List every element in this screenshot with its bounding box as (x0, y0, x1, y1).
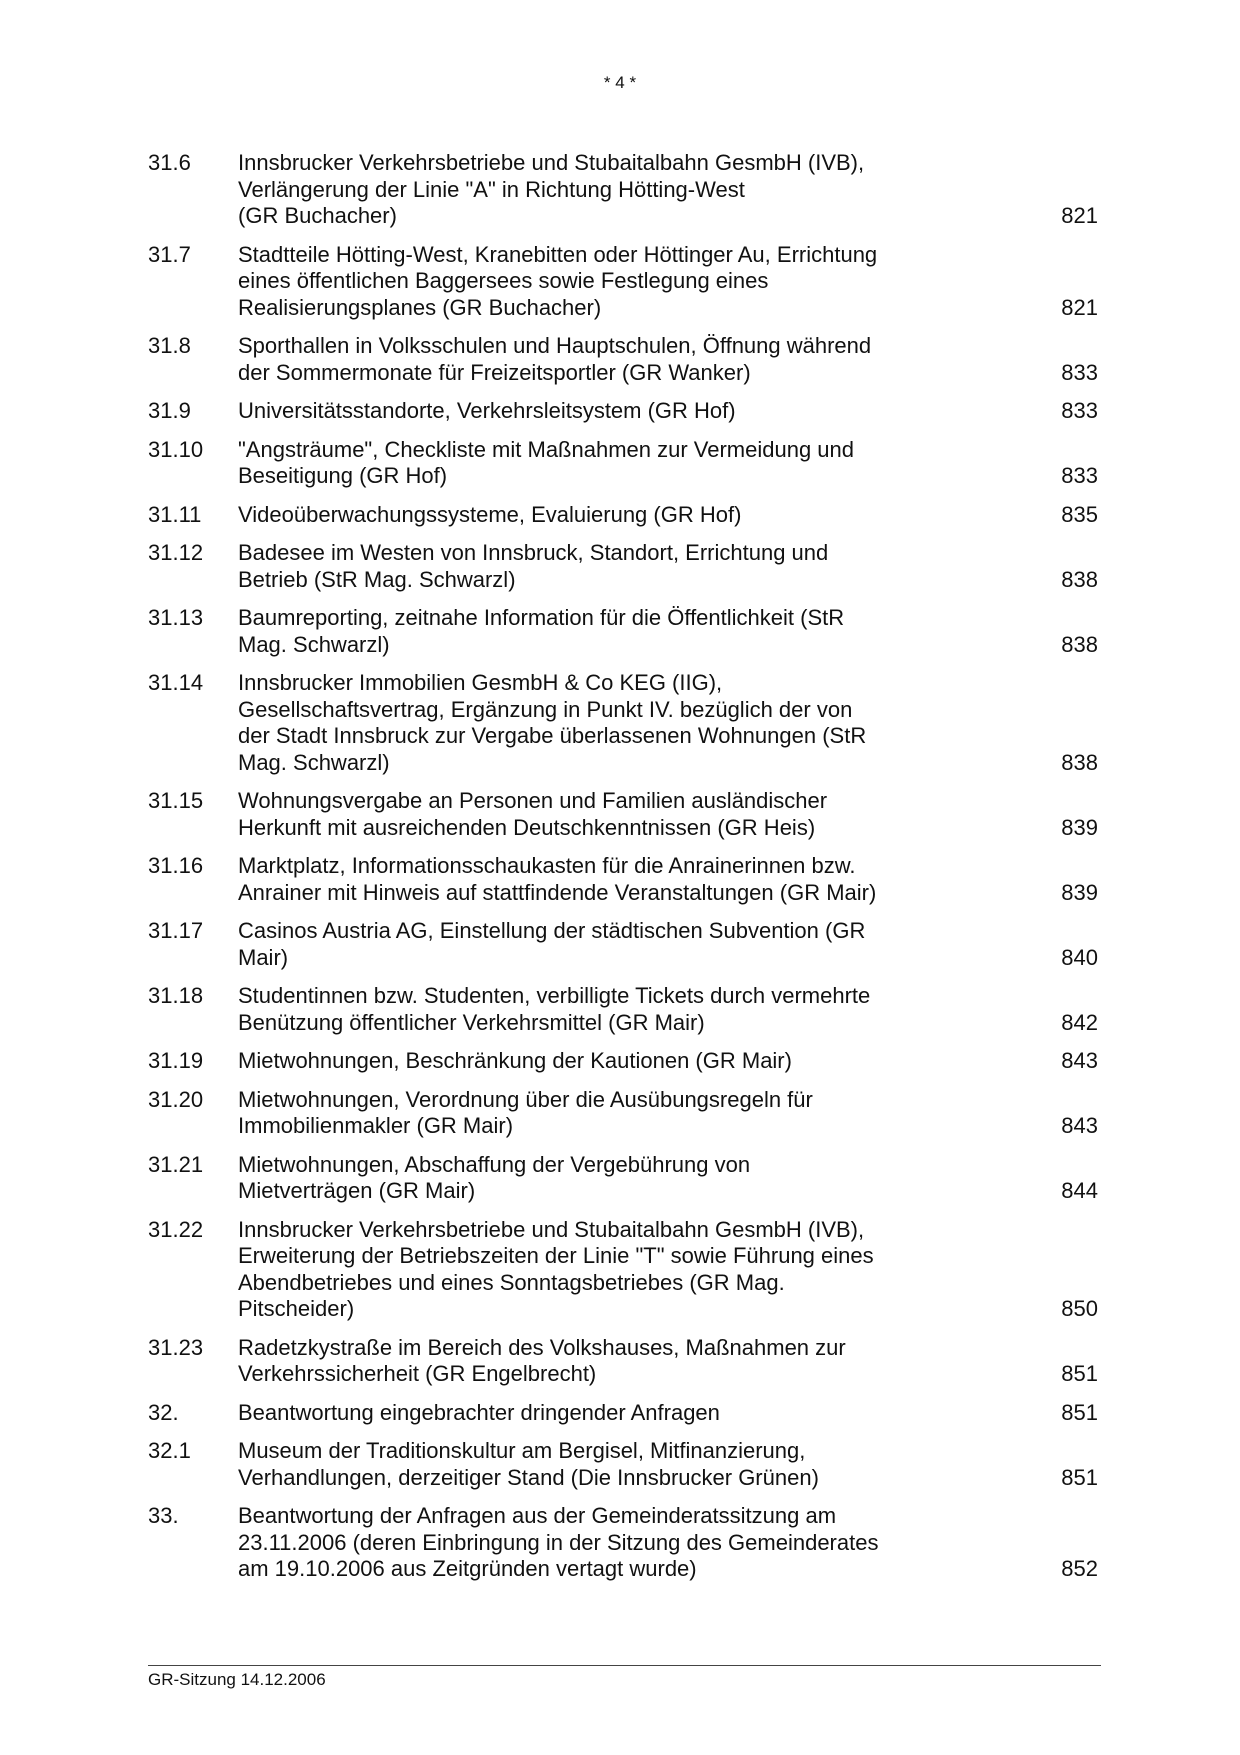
toc-entry (148, 502, 1098, 529)
toc-entry-page: 838 (1061, 749, 1098, 775)
toc-entry-title-line: (GR Buchacher) (238, 203, 397, 228)
toc-entry-page: 821 (1061, 203, 1098, 228)
toc-entry-title (238, 605, 918, 658)
toc-entry (148, 1503, 1098, 1583)
toc-entry-page: 852 (1061, 1556, 1098, 1581)
toc-entry-page: 851 (1061, 1361, 1098, 1386)
toc-entry-number: 31.8 (148, 333, 191, 358)
toc-entry-number: 31.20 (148, 1086, 204, 1112)
toc-entry (148, 788, 1098, 841)
toc-entry-number: 31.17 (148, 918, 204, 943)
toc-entry-page: 842 (1061, 1009, 1098, 1035)
toc-entry-title-line: Beseitigung (GR Hof) (238, 463, 448, 488)
toc-entry-page: 833 (1061, 463, 1098, 488)
toc-entry-title (238, 1048, 918, 1075)
toc-entry-title-line: Mag. Schwarzl) (238, 631, 390, 657)
toc-entry-page: 843 (1061, 1113, 1098, 1138)
toc-entry (148, 853, 1098, 906)
toc-entry-title-line: Baumreporting, zeitnahe Information für die Öffentlichkeit (StR (238, 605, 845, 630)
toc-entry-title (238, 853, 918, 906)
toc-entry-title (238, 242, 918, 322)
toc-entry-number: 31.19 (148, 1048, 204, 1073)
toc-entry-title-line: "Angsträume", Checkliste mit Maßnahmen zur Vermeidung und (238, 436, 855, 462)
toc-entry-title (238, 1400, 918, 1427)
toc-entry-title (238, 437, 918, 490)
toc-entry-page: 833 (1061, 398, 1098, 423)
toc-entry-page: 844 (1061, 1178, 1098, 1203)
toc-entry-title-line: Benützung öffentlicher Verkehrsmittel (GR Mair) (238, 1009, 705, 1035)
toc-entry-title-line: Casinos Austria AG, Einstellung der städtischen Subvention (GR (238, 918, 866, 943)
toc-entry-number: 31.9 (148, 398, 191, 423)
toc-entry-title-line: Innsbrucker Immobilien GesmbH & Co KEG (IIG), (238, 670, 723, 695)
toc-entry-page: 851 (1061, 1399, 1098, 1425)
toc-entry-number: 31.21 (148, 1151, 204, 1177)
toc-entry-number: 31.14 (148, 670, 204, 695)
toc-entry-title-line: Badesee im Westen von Innsbruck, Standort, Errichtung und (238, 540, 829, 565)
toc-entry-page: 839 (1061, 814, 1098, 840)
toc-entry-title-line: Marktplatz, Informationsschaukasten für die Anrainerinnen bzw. (238, 853, 856, 878)
toc-entry-title-line: Betrieb (StR Mag. Schwarzl) (238, 566, 516, 592)
toc-entry-page: 840 (1061, 944, 1098, 970)
toc-entry-title (238, 670, 918, 776)
toc-entry (148, 150, 1098, 230)
toc-entry-page: 835 (1061, 501, 1098, 527)
toc-entry-page: 851 (1061, 1464, 1098, 1490)
toc-entry (148, 437, 1098, 490)
toc-entry-title (238, 150, 918, 230)
toc-entry-page: 850 (1061, 1296, 1098, 1321)
toc-entry-title-line: Immobilienmakler (GR Mair) (238, 1113, 514, 1138)
toc-entry-title-line: Radetzkystraße im Bereich des Volkshauses, Maßnahmen zur (238, 1334, 846, 1360)
toc-entry-number: 31.11 (148, 501, 202, 527)
toc-entry (148, 670, 1098, 776)
toc-entry-title (238, 398, 918, 425)
toc-entry-title-line: Mietwohnungen, Beschränkung der Kautionen (GR Mair) (238, 1048, 792, 1073)
toc-entry (148, 1087, 1098, 1140)
toc-entry-title-line: eines öffentlichen Baggersees sowie Festlegung eines (238, 268, 769, 293)
toc-entry-title-line: Mietwohnungen, Abschaffung der Vergebührung von (238, 1151, 751, 1177)
toc-entry-number: 31.15 (148, 788, 204, 813)
toc-entry-page: 838 (1061, 631, 1098, 657)
toc-entry-title-line: Erweiterung der Betriebszeiten der Linie "T" sowie Führung eines (238, 1243, 874, 1268)
toc-entry-title-line: Museum der Traditionskultur am Bergisel, Mitfinanzierung, (238, 1438, 806, 1463)
toc-entry-page: 821 (1061, 294, 1098, 320)
toc-entry-title-line: Mair) (238, 944, 289, 970)
toc-entry-title-line: 23.11.2006 (deren Einbringung in der Sitzung des Gemeinderates (238, 1529, 879, 1555)
toc-entry-title-line: der Stadt Innsbruck zur Vergabe überlassenen Wohnungen (StR (238, 723, 867, 748)
toc-entry (148, 1217, 1098, 1323)
toc-entry-title-line: Verlängerung der Linie "A" in Richtung Hötting-West (238, 176, 745, 202)
toc-entry (148, 1335, 1098, 1388)
toc-entry (148, 983, 1098, 1036)
toc-entry-title-line: Mag. Schwarzl) (238, 749, 390, 775)
page-number-header: * 4 * (603, 73, 637, 92)
toc-entry-title-line: Stadtteile Hötting-West, Kranebitten oder Höttinger Au, Errichtung (238, 241, 878, 267)
table-of-contents (148, 150, 1098, 1595)
toc-entry-title-line: Beantwortung eingebrachter dringender Anfragen (238, 1399, 720, 1425)
toc-entry (148, 1152, 1098, 1205)
toc-entry-title-line: Beantwortung der Anfragen aus der Gemeinderatssitzung am (238, 1503, 837, 1528)
toc-entry (148, 605, 1098, 658)
toc-entry-title-line: Abendbetriebes und eines Sonntagsbetriebes (GR Mag. (238, 1269, 785, 1295)
toc-entry-title-line: Realisierungsplanes (GR Buchacher) (238, 294, 602, 320)
toc-entry-title-line: Sporthallen in Volksschulen und Hauptschulen, Öffnung während (238, 333, 872, 358)
toc-entry-number: 31.16 (148, 853, 204, 878)
toc-entry-number: 31.7 (148, 241, 191, 267)
toc-entry-title (238, 788, 918, 841)
toc-entry (148, 540, 1098, 593)
toc-entry-title-line: Pitscheider) (238, 1296, 355, 1321)
toc-entry-number: 32.1 (148, 1438, 191, 1463)
toc-entry-number: 31.12 (148, 540, 204, 565)
toc-entry (148, 1048, 1098, 1075)
toc-entry-title-line: Videoüberwachungssysteme, Evaluierung (GR Hof) (238, 501, 742, 527)
footer-session-date: GR-Sitzung 14.12.2006 (148, 1670, 326, 1689)
toc-entry-title (238, 333, 918, 386)
toc-entry-page: 839 (1061, 879, 1098, 905)
toc-entry-number: 31.6 (148, 150, 191, 175)
toc-entry-number: 31.22 (148, 1216, 204, 1242)
toc-entry-title-line: Verkehrssicherheit (GR Engelbrecht) (238, 1361, 597, 1386)
toc-entry-title-line: Mietwohnungen, Verordnung über die Ausübungsregeln für (238, 1086, 813, 1112)
toc-entry-title (238, 918, 918, 971)
toc-entry-title-line: der Sommermonate für Freizeitsportler (GR Wanker) (238, 359, 751, 385)
toc-entry-page: 843 (1061, 1048, 1098, 1073)
toc-entry-number: 33. (148, 1503, 179, 1528)
toc-entry (148, 333, 1098, 386)
toc-entry-title-line: am 19.10.2006 aus Zeitgründen vertagt wurde) (238, 1556, 697, 1581)
toc-entry (148, 1438, 1098, 1491)
toc-entry-title-line: Herkunft mit ausreichenden Deutschkenntnissen (GR Heis) (238, 814, 816, 840)
toc-entry-title-line: Mietverträgen (GR Mair) (238, 1178, 476, 1203)
toc-entry-title-line: Innsbrucker Verkehrsbetriebe und Stubaitalbahn GesmbH (IVB), (238, 1216, 865, 1242)
toc-entry-title (238, 1152, 918, 1205)
toc-entry (148, 398, 1098, 425)
toc-entry (148, 918, 1098, 971)
toc-entry-title (238, 1438, 918, 1491)
toc-entry-title-line: Studentinnen bzw. Studenten, verbilligte Tickets durch vermehrte (238, 983, 871, 1008)
toc-entry-number: 31.10 (148, 436, 204, 462)
toc-entry-title (238, 1335, 918, 1388)
toc-entry-title (238, 502, 918, 529)
toc-entry-title-line: Anrainer mit Hinweis auf stattfindende Veranstaltungen (GR Mair) (238, 879, 877, 905)
toc-entry-title (238, 1217, 918, 1323)
toc-entry (148, 242, 1098, 322)
toc-entry-title (238, 1087, 918, 1140)
toc-entry-number: 32. (148, 1399, 179, 1425)
toc-entry-title (238, 983, 918, 1036)
toc-entry-title (238, 540, 918, 593)
toc-entry-title-line: Gesellschaftsvertrag, Ergänzung in Punkt IV. bezüglich der von (238, 696, 853, 722)
toc-entry-title (238, 1503, 918, 1583)
toc-entry-number: 31.18 (148, 983, 204, 1008)
toc-entry (148, 1400, 1098, 1427)
toc-entry-title-line: Universitätsstandorte, Verkehrsleitsystem (GR Hof) (238, 398, 736, 423)
toc-entry-page: 833 (1061, 359, 1098, 385)
toc-entry-page: 838 (1061, 566, 1098, 592)
toc-entry-title-line: Wohnungsvergabe an Personen und Familien ausländischer (238, 788, 828, 813)
toc-entry-title-line: Verhandlungen, derzeitiger Stand (Die Innsbrucker Grünen) (238, 1464, 819, 1490)
toc-entry-number: 31.13 (148, 605, 204, 630)
toc-entry-number: 31.23 (148, 1334, 204, 1360)
footer-divider (148, 1665, 1101, 1666)
toc-entry-title-line: Innsbrucker Verkehrsbetriebe und Stubaitalbahn GesmbH (IVB), (238, 150, 865, 175)
